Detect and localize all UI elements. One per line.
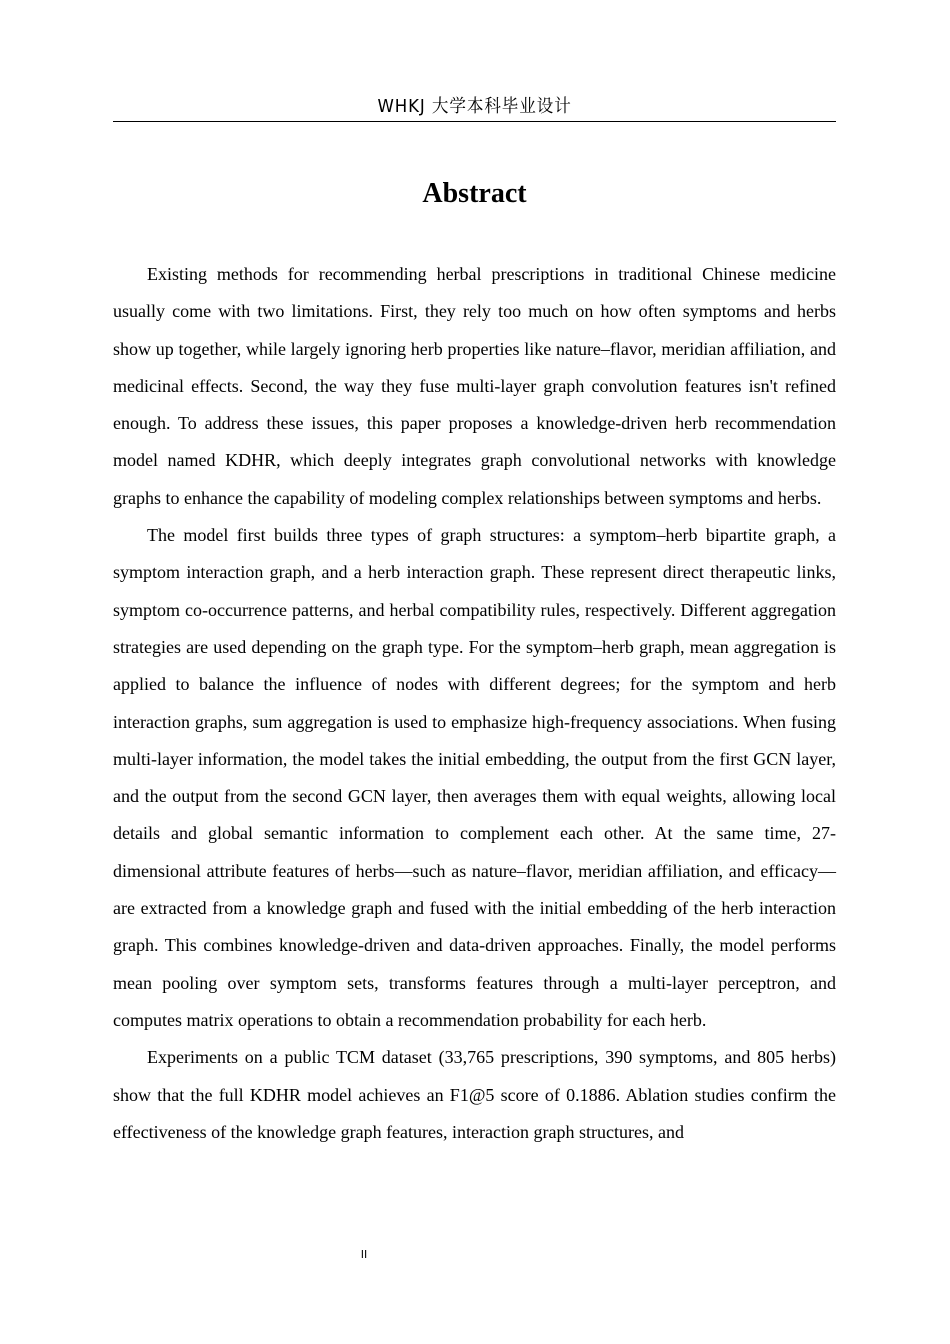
abstract-paragraph: Existing methods for recommending herbal prescriptions in traditional Chinese medicine usually come with two limitations. First, they rely too much on how often symptoms and herbs show up together, while largely ignoring herb properties like nature–flavor, meridian affiliation, and medicinal effects. Second, the way they fuse multi-layer graph convolution features isn't refined enough. To address these issues, this paper proposes a knowledge-driven herb recommendation model named KDHR, which deeply integrates graph convolutional networks with knowledge graphs to enhance the capability of modeling complex relationships between symptoms and herbs. <box>113 264 836 508</box>
abstract-paragraph: The model first builds three types of graph structures: a symptom–herb bipartite graph, a symptom interaction graph, and a herb interaction graph. These represent direct therapeutic links, symptom co-occurrence patterns, and herbal compatibility rules, respectively. Different aggregation strategies are used depending on the graph type. For the symptom–herb graph, mean aggregation is applied to balance the influence of nodes with different degrees; for the symptom and herb interaction graphs, sum aggregation is used to emphasize high-frequency associations. When fusing multi-layer information, the model takes the initial embedding, the output from the first GCN layer, and the output from the second GCN layer, then averages them with equal weights, allowing local details and global semantic information to complement each other. At the same time, 27-dimensional attribute features of herbs—such as nature–flavor, meridian affiliation, and efficacy—are extracted from a knowledge graph and fused with the initial embedding of the herb interaction graph. This combines knowledge-driven and data-driven approaches. Finally, the model performs mean pooling over symptom sets, transforms features through a multi-layer perceptron, and computes matrix operations to obtain a recommendation probability for each herb. <box>113 525 836 1030</box>
page-number: II <box>360 1248 368 1261</box>
page-header <box>113 94 836 122</box>
abstract-body <box>113 256 836 1151</box>
abstract-paragraph: Experiments on a public TCM dataset (33,765 prescriptions, 390 symptoms, and 805 herbs) show that the full KDHR model achieves an F1@5 score of 0.1886. Ablation studies confirm the effectiveness of the knowledge graph features, interaction graph structures, and <box>113 1047 836 1142</box>
header-title: WHKJ 大学本科毕业设计 <box>377 96 572 117</box>
page-title: Abstract <box>422 178 527 209</box>
